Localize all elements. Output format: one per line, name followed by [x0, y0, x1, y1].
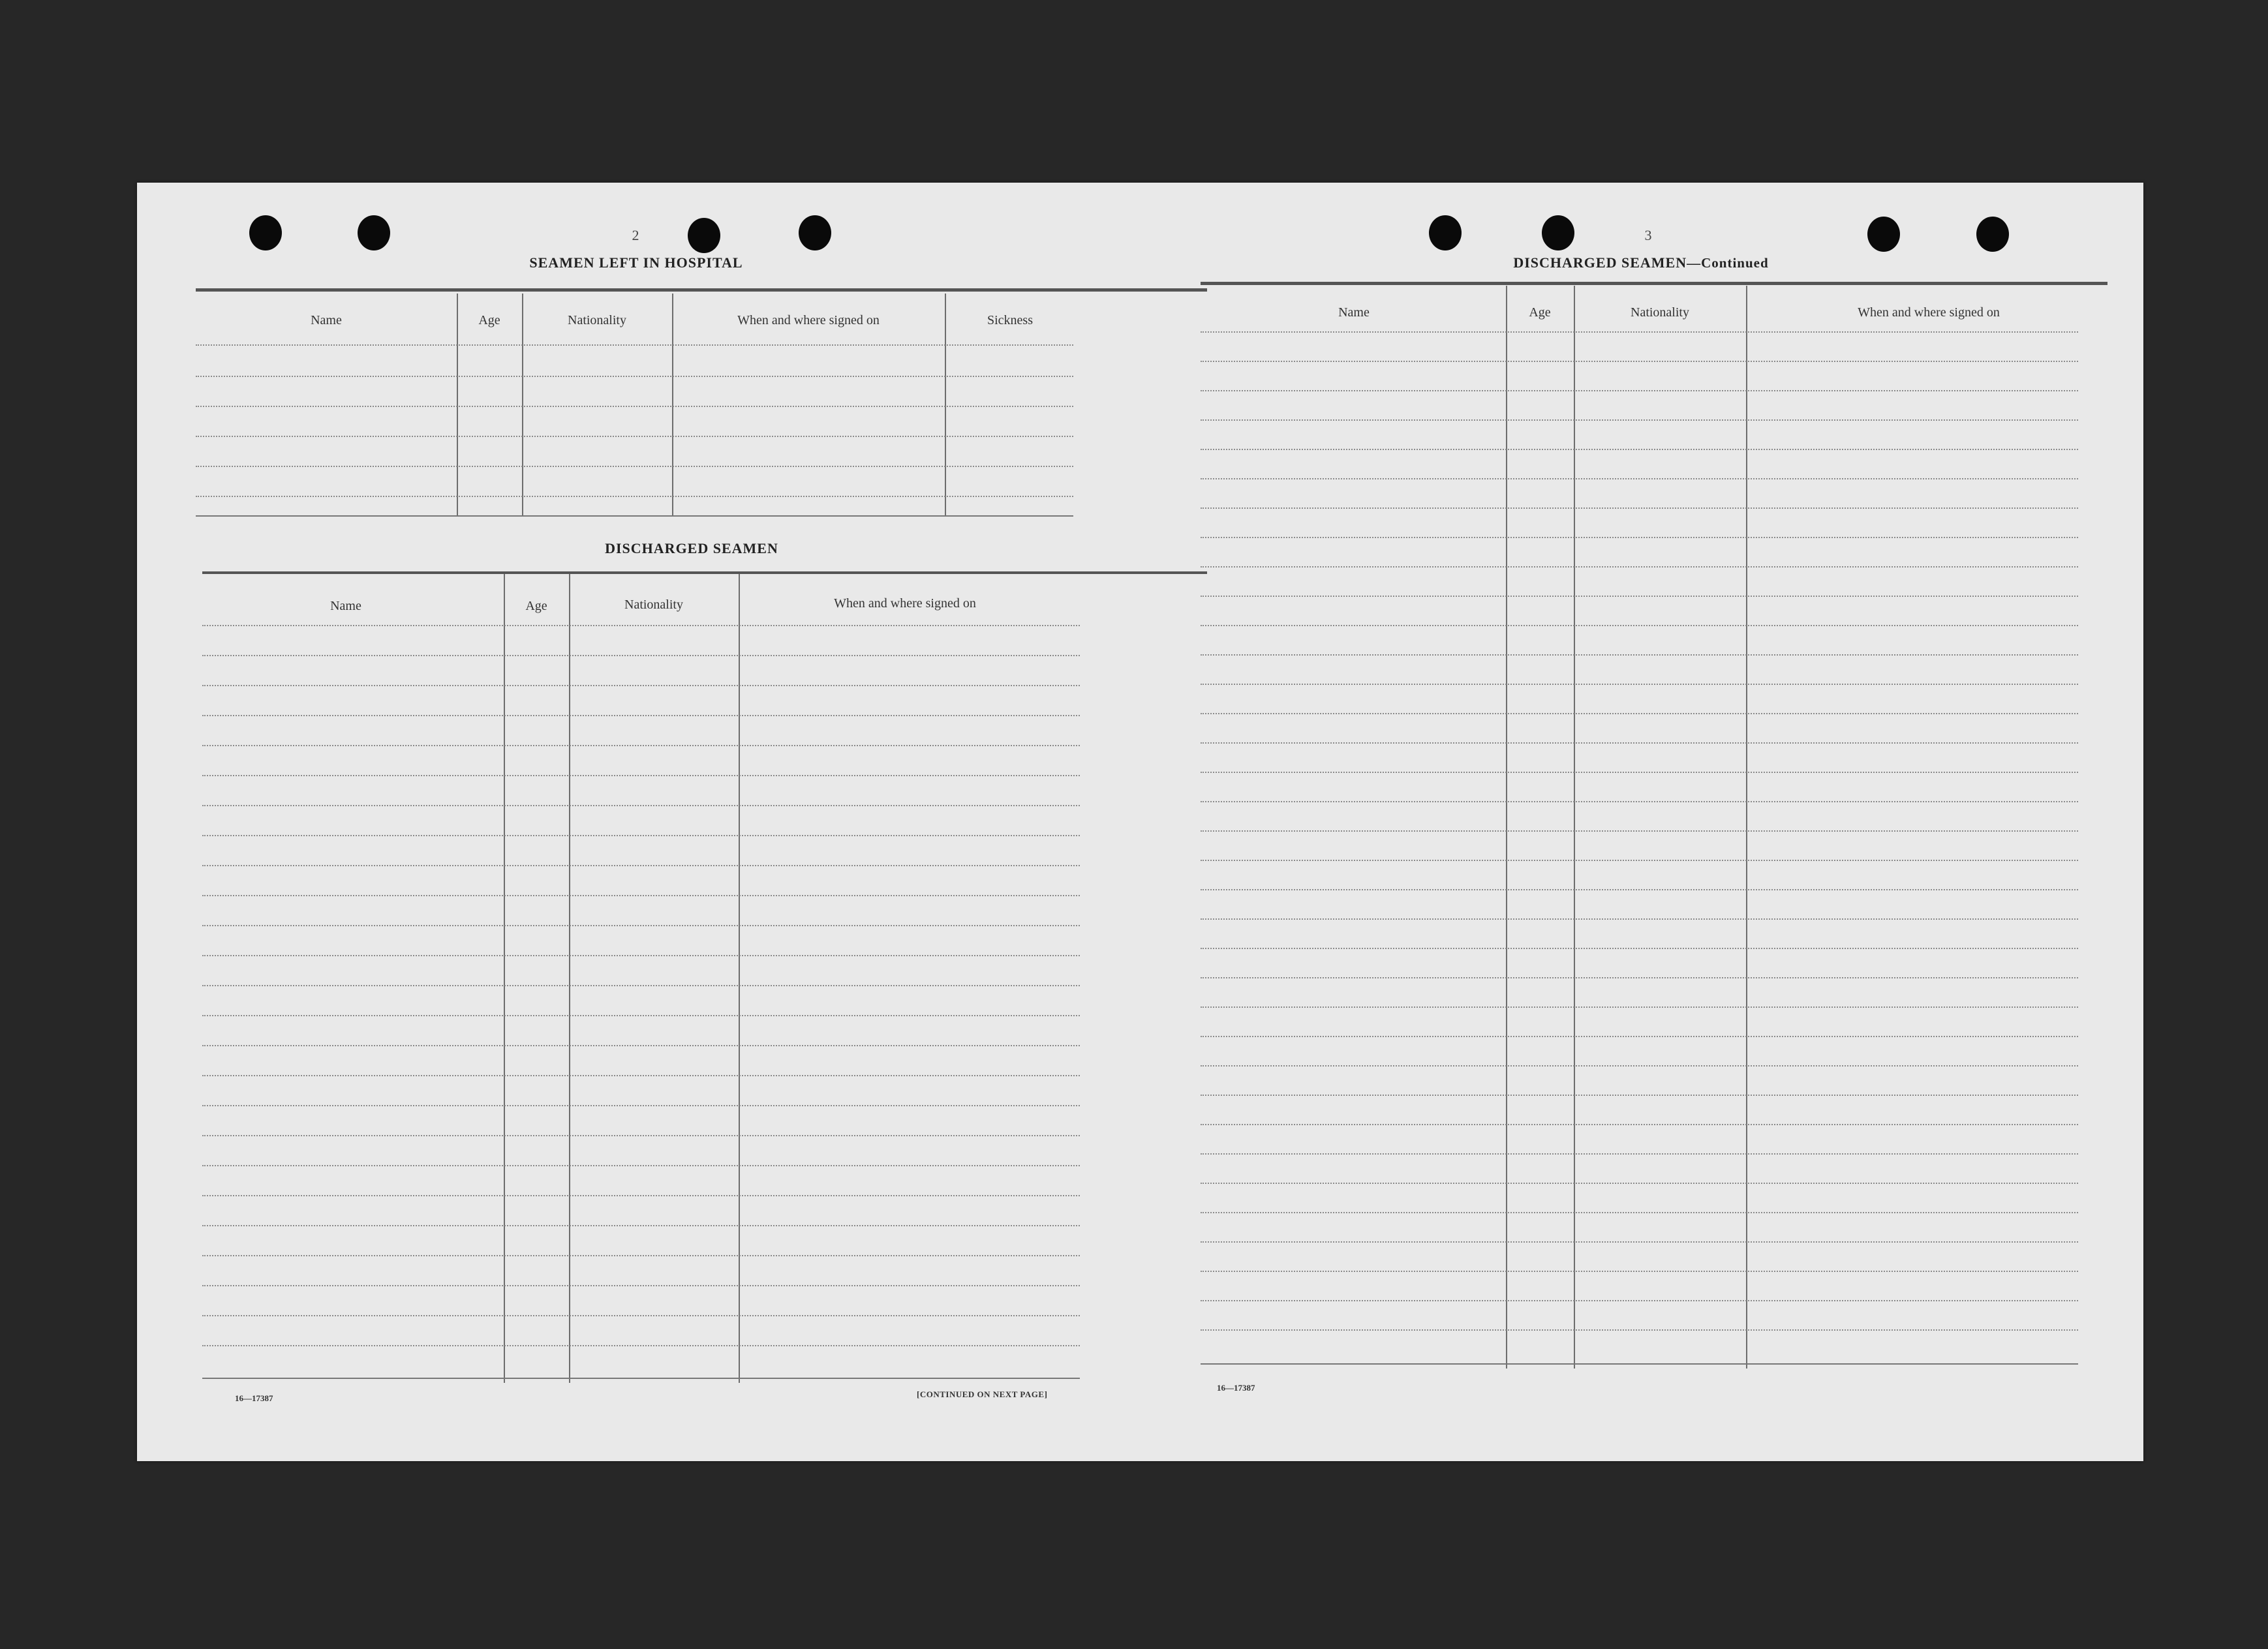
punch-hole	[1542, 215, 1574, 250]
row-line	[196, 436, 1073, 437]
row-line	[202, 1195, 1080, 1196]
col-header-age: Age	[1529, 305, 1551, 320]
column-divider	[1574, 286, 1575, 1369]
continued-note: [CONTINUED ON NEXT PAGE]	[917, 1389, 1048, 1399]
col-header-sickness: Sickness	[987, 313, 1033, 327]
punch-hole	[799, 215, 831, 250]
punch-hole	[1867, 217, 1900, 252]
row-line	[1201, 331, 2078, 333]
row-line	[1201, 1124, 2078, 1125]
row-line	[202, 955, 1080, 956]
row-line	[202, 925, 1080, 926]
row-line	[1201, 860, 2078, 861]
column-divider	[1746, 286, 1747, 1369]
row-line	[196, 344, 1073, 346]
row-line	[1201, 625, 2078, 626]
column-divider	[569, 574, 570, 1383]
row-line	[202, 835, 1080, 836]
row-line	[202, 895, 1080, 896]
row-line	[1201, 596, 2078, 597]
section-title-text: DISCHARGED SEAMEN	[1513, 254, 1687, 271]
column-divider	[522, 294, 523, 517]
column-divider	[457, 294, 458, 517]
row-line	[202, 1315, 1080, 1316]
column-divider	[504, 574, 505, 1383]
row-line	[1201, 566, 2078, 567]
row-line	[202, 1135, 1080, 1136]
row-line	[1201, 1271, 2078, 1272]
col-header-nationality: Nationality	[1631, 305, 1689, 320]
form-sheet	[137, 183, 2143, 1461]
col-header-signed-on: When and where signed on	[737, 313, 880, 327]
row-line	[202, 775, 1080, 776]
row-line	[202, 805, 1080, 806]
hospital-section-title: SEAMEN LEFT IN HOSPITAL	[529, 254, 743, 271]
row-line	[1201, 684, 2078, 685]
row-line	[1201, 889, 2078, 890]
row-line	[1201, 1065, 2078, 1067]
row-line	[1201, 713, 2078, 714]
row-line	[1201, 390, 2078, 391]
column-divider	[672, 294, 673, 517]
row-line	[202, 1345, 1080, 1346]
row-line	[202, 1105, 1080, 1106]
row-line	[1201, 654, 2078, 656]
row-line	[1201, 918, 2078, 920]
page-number: 2	[632, 227, 639, 243]
column-divider	[739, 574, 740, 1383]
col-header-nationality: Nationality	[568, 313, 626, 327]
discharged-section-title: DISCHARGED SEAMEN	[605, 540, 778, 556]
col-header-nationality: Nationality	[624, 598, 683, 612]
row-line	[1201, 449, 2078, 450]
col-header-name: Name	[311, 313, 342, 327]
row-line	[196, 466, 1073, 467]
row-line	[1201, 478, 2078, 479]
row-line	[202, 745, 1080, 746]
row-line	[196, 406, 1073, 407]
column-divider	[945, 294, 946, 517]
row-line	[1201, 537, 2078, 538]
row-line	[1201, 419, 2078, 421]
row-line	[1201, 361, 2078, 362]
page-number: 3	[1644, 227, 1652, 243]
row-line	[1201, 772, 2078, 773]
row-line	[1201, 801, 2078, 802]
row-line	[1201, 1212, 2078, 1213]
section-title-continued: —Continued	[1687, 255, 1769, 271]
punch-hole	[358, 215, 390, 250]
punch-hole	[249, 215, 282, 250]
left-page	[137, 183, 1142, 1461]
row-line	[1201, 948, 2078, 949]
row-line	[202, 625, 1080, 626]
right-page	[1139, 183, 2143, 1461]
form-number: 16—17387	[235, 1393, 273, 1403]
row-line	[202, 1225, 1080, 1226]
row-line	[1201, 1241, 2078, 1243]
punch-hole	[688, 218, 720, 253]
row-line	[1201, 977, 2078, 978]
form-number: 16—17387	[1217, 1383, 1255, 1393]
row-line	[202, 1285, 1080, 1286]
row-line	[1201, 1153, 2078, 1155]
row-line	[196, 376, 1073, 377]
col-header-signed-on: When and where signed on	[1858, 305, 2000, 320]
col-header-signed-on: When and where signed on	[834, 596, 976, 611]
row-line	[196, 496, 1073, 497]
col-header-age: Age	[478, 313, 500, 327]
row-line	[1201, 1095, 2078, 1096]
row-line	[1201, 1183, 2078, 1184]
row-line	[1201, 830, 2078, 832]
row-line	[202, 655, 1080, 656]
hospital-table	[196, 294, 1207, 515]
row-line	[202, 1015, 1080, 1016]
header-rule	[1201, 282, 2107, 285]
row-line	[202, 1075, 1080, 1076]
col-header-name: Name	[330, 599, 361, 613]
discharged-table	[202, 574, 1214, 1383]
row-line	[202, 1255, 1080, 1256]
table-bottom-rule	[1201, 1363, 2078, 1365]
row-line	[202, 715, 1080, 716]
row-line	[202, 685, 1080, 686]
discharged-continued-title	[1504, 254, 1778, 271]
row-line	[202, 1165, 1080, 1166]
row-line	[1201, 1300, 2078, 1301]
table-bottom-rule	[196, 515, 1073, 517]
column-divider	[1506, 286, 1507, 1369]
discharged-continued-table	[1201, 286, 2114, 1369]
col-header-name: Name	[1338, 305, 1370, 320]
row-line	[1201, 1036, 2078, 1037]
punch-hole	[1429, 215, 1462, 250]
row-line	[1201, 742, 2078, 744]
table-bottom-rule	[202, 1378, 1080, 1379]
punch-hole	[1976, 217, 2009, 252]
row-line	[202, 985, 1080, 986]
row-line	[1201, 507, 2078, 509]
row-line	[202, 865, 1080, 866]
row-line	[1201, 1006, 2078, 1008]
col-header-age: Age	[525, 599, 547, 613]
row-line	[1201, 1329, 2078, 1331]
row-line	[202, 1045, 1080, 1046]
header-rule	[196, 288, 1207, 292]
